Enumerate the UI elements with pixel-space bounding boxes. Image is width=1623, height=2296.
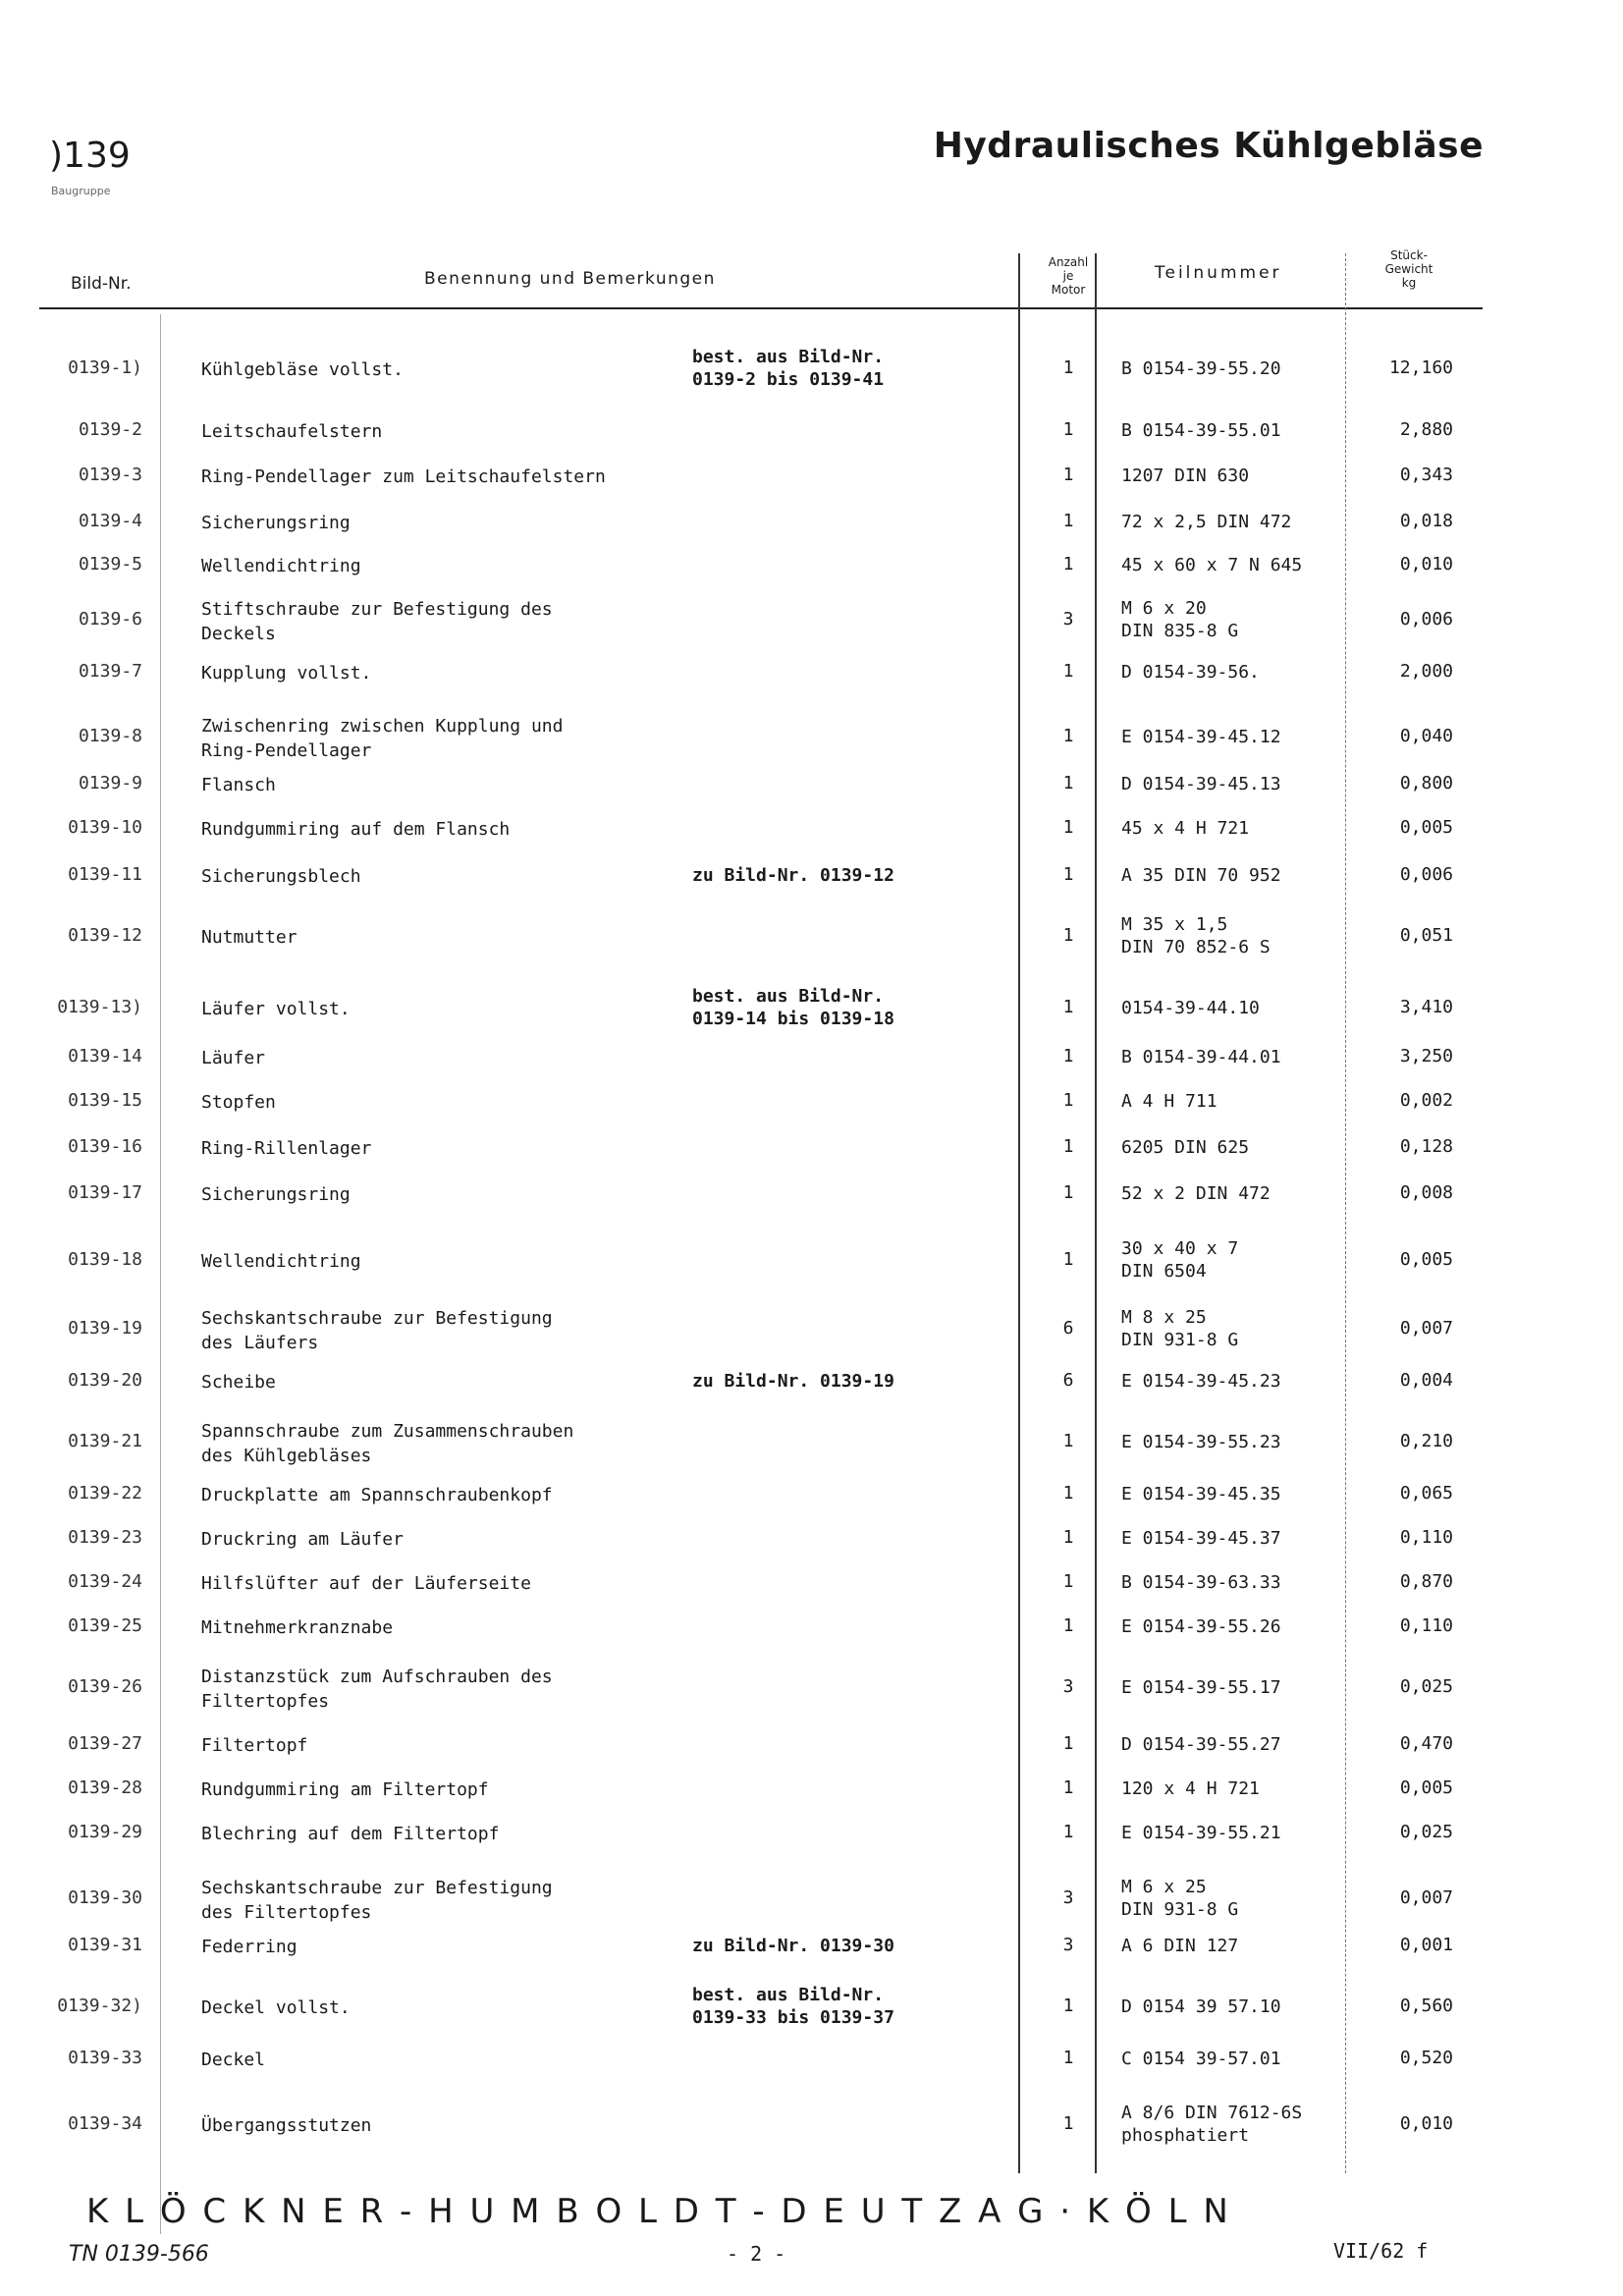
- part-name: Kühlgebläse vollst.: [201, 359, 404, 380]
- weight-header-line-1: Stück-: [1390, 248, 1428, 262]
- part-number: 0154-39-44.10: [1121, 998, 1260, 1018]
- bild-number: 0139-7: [78, 661, 142, 682]
- bild-number: 0139-3: [78, 465, 142, 485]
- bild-number: 0139-9: [78, 773, 142, 793]
- part-name: Sicherungsblech: [201, 866, 361, 887]
- part-number: E 0154-39-45.23: [1121, 1371, 1281, 1392]
- part-name: Blechring auf dem Filtertopf: [201, 1824, 500, 1844]
- part-number: C 0154 39-57.01: [1121, 2049, 1281, 2069]
- quantity: 1: [1062, 1615, 1074, 1636]
- part-number: M 8 x 25 DIN 931-8 G: [1121, 1307, 1239, 1350]
- bild-number: 0139-12: [68, 925, 142, 946]
- part-number: B 0154-39-63.33: [1121, 1572, 1281, 1593]
- part-number: 52 x 2 DIN 472: [1121, 1183, 1271, 1204]
- qty-header-line-2: je: [1062, 269, 1074, 283]
- part-name: Stiftschraube zur Befestigung des Deckels: [201, 599, 553, 644]
- quantity: 1: [1062, 773, 1074, 793]
- bild-number: 0139-13): [57, 997, 142, 1017]
- part-name: Stopfen: [201, 1092, 276, 1113]
- unit-weight: 0,110: [1399, 1527, 1453, 1548]
- unit-weight: 0,520: [1399, 2048, 1453, 2068]
- part-number: 45 x 60 x 7 N 645: [1121, 555, 1303, 575]
- quantity: 1: [1062, 925, 1074, 946]
- header-rule: [39, 307, 1483, 309]
- part-name: Federring: [201, 1937, 298, 1957]
- part-number: E 0154-39-45.35: [1121, 1484, 1281, 1504]
- part-name: Wellendichtring: [201, 1251, 361, 1272]
- part-name: Läufer: [201, 1048, 266, 1068]
- part-name: Sechskantschraube zur Befestigung des Läufers: [201, 1308, 553, 1353]
- part-number: E 0154-39-45.37: [1121, 1528, 1281, 1549]
- part-name: Sechskantschraube zur Befestigung des Filtertopfes: [201, 1878, 553, 1923]
- quantity: 1: [1062, 1822, 1074, 1842]
- part-name: Läufer vollst.: [201, 999, 351, 1019]
- unit-weight: 0,025: [1399, 1676, 1453, 1697]
- bild-number: 0139-19: [68, 1318, 142, 1339]
- part-number: E 0154-39-45.12: [1121, 727, 1281, 747]
- unit-weight: 3,250: [1399, 1046, 1453, 1066]
- quantity: 1: [1062, 2048, 1074, 2068]
- unit-weight: 0,001: [1399, 1935, 1453, 1955]
- unit-weight: 0,006: [1399, 864, 1453, 885]
- quantity: 6: [1062, 1370, 1074, 1391]
- unit-weight: 0,470: [1399, 1733, 1453, 1754]
- part-name: Kupplung vollst.: [201, 663, 372, 683]
- column-header-part: Teilnummer: [1155, 263, 1282, 283]
- bild-number: 0139-30: [68, 1887, 142, 1908]
- quantity: 1: [1062, 1182, 1074, 1203]
- part-name: Hilfslüfter auf der Läuferseite: [201, 1573, 531, 1594]
- bild-number: 0139-26: [68, 1676, 142, 1697]
- part-number: E 0154-39-55.23: [1121, 1432, 1281, 1452]
- quantity: 1: [1062, 661, 1074, 682]
- bild-number: 0139-34: [68, 2113, 142, 2134]
- document-subtitle: Baugruppe: [51, 185, 111, 197]
- unit-weight: 2,880: [1399, 419, 1453, 440]
- part-name: Flansch: [201, 775, 276, 795]
- column-divider-weight: [1345, 253, 1346, 2173]
- unit-weight: 0,560: [1399, 1995, 1453, 2016]
- quantity: 3: [1062, 609, 1074, 629]
- part-name: Distanzstück zum Aufschrauben des Filtertopfes: [201, 1667, 553, 1712]
- quantity: 1: [1062, 1571, 1074, 1592]
- bild-number: 0139-5: [78, 554, 142, 574]
- unit-weight: 0,110: [1399, 1615, 1453, 1636]
- part-name: Deckel: [201, 2050, 266, 2070]
- part-name: Ring-Pendellager zum Leitschaufelstern: [201, 466, 606, 487]
- weight-header-line-2: Gewicht: [1384, 262, 1434, 276]
- quantity: 3: [1062, 1676, 1074, 1697]
- part-note: zu Bild-Nr. 0139-19: [692, 1371, 894, 1392]
- part-name: Druckring am Läufer: [201, 1529, 404, 1550]
- part-name: Deckel vollst.: [201, 1997, 351, 2018]
- quantity: 1: [1062, 1136, 1074, 1157]
- unit-weight: 3,410: [1399, 997, 1453, 1017]
- part-number: E 0154-39-55.21: [1121, 1823, 1281, 1843]
- part-number: M 35 x 1,5 DIN 70 852-6 S: [1121, 914, 1271, 957]
- part-note: best. aus Bild-Nr. 0139-14 bis 0139-18: [692, 986, 894, 1029]
- quantity: 1: [1062, 1995, 1074, 2016]
- part-name: Spannschraube zum Zusammenschrauben des Kühlgebläses: [201, 1421, 574, 1466]
- bild-number: 0139-8: [78, 726, 142, 746]
- part-number: 30 x 40 x 7 DIN 6504: [1121, 1238, 1239, 1282]
- column-header-name: Benennung und Bemerkungen: [424, 269, 716, 289]
- quantity: 3: [1062, 1887, 1074, 1908]
- bild-number: 0139-32): [57, 1995, 142, 2016]
- quantity: 1: [1062, 465, 1074, 485]
- part-number: 6205 DIN 625: [1121, 1137, 1250, 1158]
- quantity: 1: [1062, 357, 1074, 378]
- bild-number: 0139-15: [68, 1090, 142, 1111]
- bild-number: 0139-1): [68, 357, 142, 378]
- unit-weight: 0,800: [1399, 773, 1453, 793]
- part-note: zu Bild-Nr. 0139-30: [692, 1936, 894, 1956]
- part-name: Mitnehmerkranznabe: [201, 1617, 394, 1638]
- quantity: 1: [1062, 997, 1074, 1017]
- bild-number: 0139-31: [68, 1935, 142, 1955]
- bild-number: 0139-21: [68, 1431, 142, 1451]
- quantity: 1: [1062, 1527, 1074, 1548]
- unit-weight: 0,051: [1399, 925, 1453, 946]
- document-code: )139: [49, 136, 131, 176]
- part-note: best. aus Bild-Nr. 0139-2 bis 0139-41: [692, 347, 885, 390]
- quantity: 1: [1062, 1483, 1074, 1503]
- qty-header-line-1: Anzahl: [1048, 255, 1089, 269]
- footer-company: K L Ö C K N E R - H U M B O L D T - D E U T Z A G · K Ö L N: [86, 2192, 1231, 2231]
- unit-weight: 0,343: [1399, 465, 1453, 485]
- unit-weight: 12,160: [1388, 357, 1453, 378]
- unit-weight: 0,065: [1399, 1483, 1453, 1503]
- unit-weight: 0,007: [1399, 1318, 1453, 1339]
- unit-weight: 0,008: [1399, 1182, 1453, 1203]
- unit-weight: 0,870: [1399, 1571, 1453, 1592]
- unit-weight: 0,010: [1399, 2113, 1453, 2134]
- part-name: Zwischenring zwischen Kupplung und Ring-Pendellager: [201, 716, 564, 761]
- unit-weight: 0,210: [1399, 1431, 1453, 1451]
- part-number: D 0154 39 57.10: [1121, 1996, 1281, 2017]
- part-name: Nutmutter: [201, 927, 298, 948]
- part-number: 45 x 4 H 721: [1121, 818, 1250, 839]
- quantity: 1: [1062, 554, 1074, 574]
- part-name: Übergangsstutzen: [201, 2115, 372, 2136]
- bild-number: 0139-18: [68, 1249, 142, 1270]
- column-header-weight: [1360, 248, 1458, 290]
- bild-number: 0139-27: [68, 1733, 142, 1754]
- qty-header-line-3: Motor: [1051, 283, 1086, 297]
- part-number: D 0154-39-55.27: [1121, 1734, 1281, 1755]
- quantity: 1: [1062, 817, 1074, 838]
- part-number: A 8/6 DIN 7612-6S phosphatiert: [1121, 2103, 1303, 2146]
- part-number: B 0154-39-55.01: [1121, 420, 1281, 441]
- bild-number: 0139-33: [68, 2048, 142, 2068]
- bild-number: 0139-24: [68, 1571, 142, 1592]
- unit-weight: 0,004: [1399, 1370, 1453, 1391]
- part-name: Filtertopf: [201, 1735, 308, 1756]
- part-name: Rundgummiring auf dem Flansch: [201, 819, 511, 840]
- bild-number: 0139-6: [78, 609, 142, 629]
- part-number: M 6 x 20 DIN 835-8 G: [1121, 598, 1239, 641]
- bild-number: 0139-2: [78, 419, 142, 440]
- weight-header-line-3: kg: [1401, 276, 1417, 290]
- quantity: 3: [1062, 1935, 1074, 1955]
- part-number: B 0154-39-44.01: [1121, 1047, 1281, 1067]
- footer-page: - 2 -: [727, 2242, 786, 2266]
- unit-weight: 0,010: [1399, 554, 1453, 574]
- bild-number: 0139-17: [68, 1182, 142, 1203]
- quantity: 1: [1062, 419, 1074, 440]
- bild-number: 0139-22: [68, 1483, 142, 1503]
- bild-number: 0139-14: [68, 1046, 142, 1066]
- part-number: 72 x 2,5 DIN 472: [1121, 512, 1292, 532]
- part-name: Wellendichtring: [201, 556, 361, 576]
- unit-weight: 0,007: [1399, 1887, 1453, 1908]
- quantity: 1: [1062, 511, 1074, 531]
- unit-weight: 0,128: [1399, 1136, 1453, 1157]
- column-divider-qty-right: [1095, 253, 1097, 2173]
- quantity: 1: [1062, 1733, 1074, 1754]
- part-note: zu Bild-Nr. 0139-12: [692, 865, 894, 886]
- bild-number: 0139-10: [68, 817, 142, 838]
- bild-number: 0139-4: [78, 511, 142, 531]
- column-divider-qty-left: [1018, 253, 1020, 2173]
- part-name: Rundgummiring am Filtertopf: [201, 1779, 489, 1800]
- part-number: B 0154-39-55.20: [1121, 358, 1281, 379]
- unit-weight: 0,005: [1399, 1249, 1453, 1270]
- quantity: 1: [1062, 726, 1074, 746]
- part-number: D 0154-39-45.13: [1121, 774, 1281, 794]
- part-number: A 4 H 711: [1121, 1091, 1217, 1112]
- unit-weight: 0,040: [1399, 726, 1453, 746]
- part-number: E 0154-39-55.26: [1121, 1616, 1281, 1637]
- bild-number: 0139-20: [68, 1370, 142, 1391]
- part-number: M 6 x 25 DIN 931-8 G: [1121, 1877, 1239, 1920]
- quantity: 1: [1062, 1249, 1074, 1270]
- part-number: A 6 DIN 127: [1121, 1936, 1239, 1956]
- unit-weight: 0,006: [1399, 609, 1453, 629]
- part-name: Ring-Rillenlager: [201, 1138, 372, 1159]
- bild-number: 0139-16: [68, 1136, 142, 1157]
- bild-number: 0139-25: [68, 1615, 142, 1636]
- unit-weight: 0,002: [1399, 1090, 1453, 1111]
- part-number: A 35 DIN 70 952: [1121, 865, 1281, 886]
- column-header-qty: [1021, 255, 1115, 297]
- part-number: D 0154-39-56.: [1121, 662, 1260, 683]
- column-divider-bild: [160, 314, 161, 2234]
- part-note: best. aus Bild-Nr. 0139-33 bis 0139-37: [692, 1985, 894, 2028]
- bild-number: 0139-28: [68, 1777, 142, 1798]
- bild-number: 0139-11: [68, 864, 142, 885]
- part-name: Scheibe: [201, 1372, 276, 1393]
- quantity: 1: [1062, 1777, 1074, 1798]
- unit-weight: 0,005: [1399, 817, 1453, 838]
- part-name: Leitschaufelstern: [201, 421, 383, 442]
- document-title: Hydraulisches Kühlgebläse: [933, 126, 1484, 166]
- quantity: 1: [1062, 1090, 1074, 1111]
- quantity: 6: [1062, 1318, 1074, 1339]
- part-name: Druckplatte am Spannschraubenkopf: [201, 1485, 553, 1505]
- footer-date: VII/62 f: [1333, 2239, 1429, 2263]
- part-name: Sicherungsring: [201, 513, 351, 533]
- part-name: Sicherungsring: [201, 1184, 351, 1205]
- unit-weight: 0,018: [1399, 511, 1453, 531]
- column-header-bild: Bild-Nr.: [71, 274, 132, 294]
- quantity: 1: [1062, 1046, 1074, 1066]
- part-number: E 0154-39-55.17: [1121, 1677, 1281, 1698]
- unit-weight: 2,000: [1399, 661, 1453, 682]
- bild-number: 0139-23: [68, 1527, 142, 1548]
- unit-weight: 0,005: [1399, 1777, 1453, 1798]
- quantity: 1: [1062, 2113, 1074, 2134]
- part-number: 120 x 4 H 721: [1121, 1778, 1260, 1799]
- part-number: 1207 DIN 630: [1121, 465, 1250, 486]
- bild-number: 0139-29: [68, 1822, 142, 1842]
- quantity: 1: [1062, 1431, 1074, 1451]
- quantity: 1: [1062, 864, 1074, 885]
- unit-weight: 0,025: [1399, 1822, 1453, 1842]
- footer-tn: TN 0139-566: [69, 2242, 209, 2267]
